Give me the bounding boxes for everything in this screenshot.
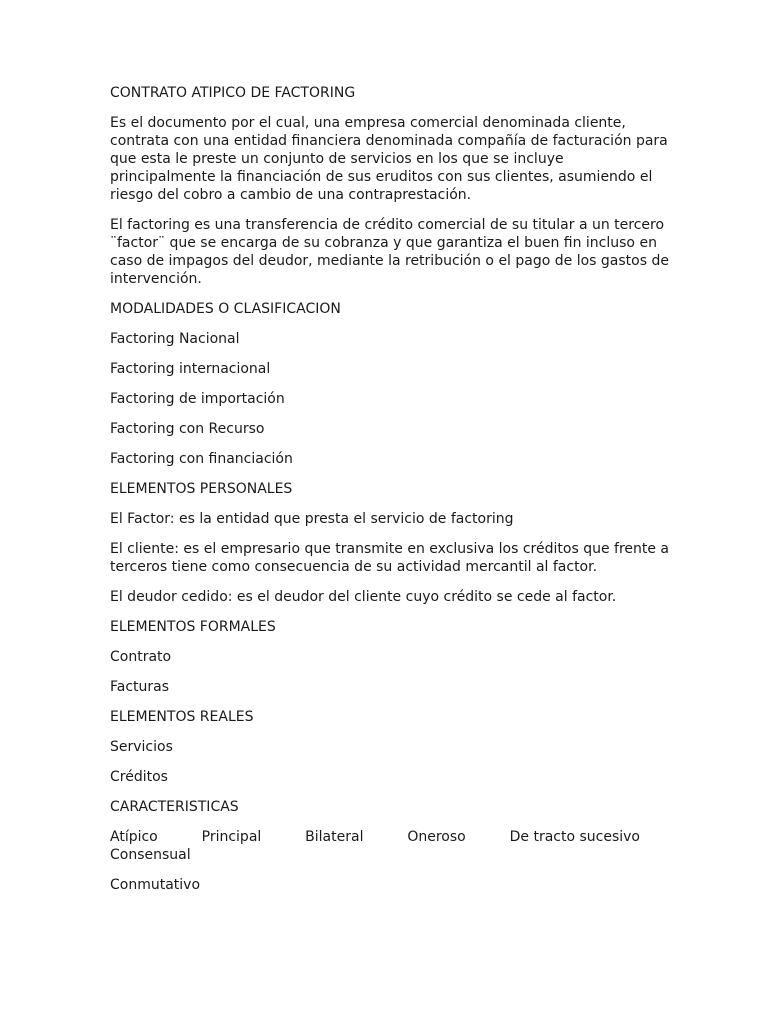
characteristic-item: Principal (201, 829, 262, 845)
section-heading-modalidades: MODALIDADES O CLASIFICACION (110, 301, 341, 317)
characteristic-item: Oneroso (407, 829, 466, 845)
list-item: Factoring con financiación (110, 451, 293, 467)
characteristics-list (110, 828, 670, 864)
list-item: Contrato (110, 649, 172, 665)
list-item: Créditos (110, 769, 168, 785)
section-heading-elementos-reales: ELEMENTOS REALES (110, 709, 254, 725)
list-item: Factoring con Recurso (110, 421, 265, 437)
intro-paragraph: Es el documento por el cual, una empresa comercial denominada cliente, contrata con una entidad financiera denominada compañía de facturación para que esta le preste un conjunto de servicios en los que se incluye principalmente la financiación de sus eruditos con sus clientes, asumiendo el riesgo del cobro a cambio de una contraprestación. (110, 115, 668, 203)
list-item: Factoring internacional (110, 361, 271, 377)
list-item: El cliente: es el empresario que transmite en exclusiva los créditos que frente a terceros tiene como consecuencia de su actividad mercantil al factor. (110, 541, 670, 575)
section-heading-elementos-personales: ELEMENTOS PERSONALES (110, 481, 293, 497)
section-heading-caracteristicas: CARACTERISTICAS (110, 799, 239, 815)
document-page (110, 84, 670, 906)
characteristic-item: Bilateral (305, 829, 364, 845)
list-item: Servicios (110, 739, 173, 755)
characteristics-row (110, 828, 640, 846)
characteristic-item: Consensual (110, 847, 191, 863)
list-item: Factoring Nacional (110, 331, 240, 347)
list-item: El deudor cedido: es el deudor del cliente cuyo crédito se cede al factor. (110, 589, 617, 605)
characteristic-item: Conmutativo (110, 877, 201, 893)
document-title: CONTRATO ATIPICO DE FACTORING (110, 85, 356, 101)
list-item: El Factor: es la entidad que presta el servicio de factoring (110, 511, 514, 527)
characteristic-item: Atípico (110, 829, 158, 845)
list-item: Facturas (110, 679, 170, 695)
section-heading-elementos-formales: ELEMENTOS FORMALES (110, 619, 276, 635)
definition-paragraph: El factoring es una transferencia de crédito comercial de su titular a un tercero ¨factor¨ que se encarga de su cobranza y que garantiza el buen fin incluso en caso de impagos del deudor, mediante la retribución o el pago de los gastos de intervención. (110, 217, 669, 287)
characteristic-item: De tracto sucesivo (509, 829, 640, 845)
list-item: Factoring de importación (110, 391, 285, 407)
